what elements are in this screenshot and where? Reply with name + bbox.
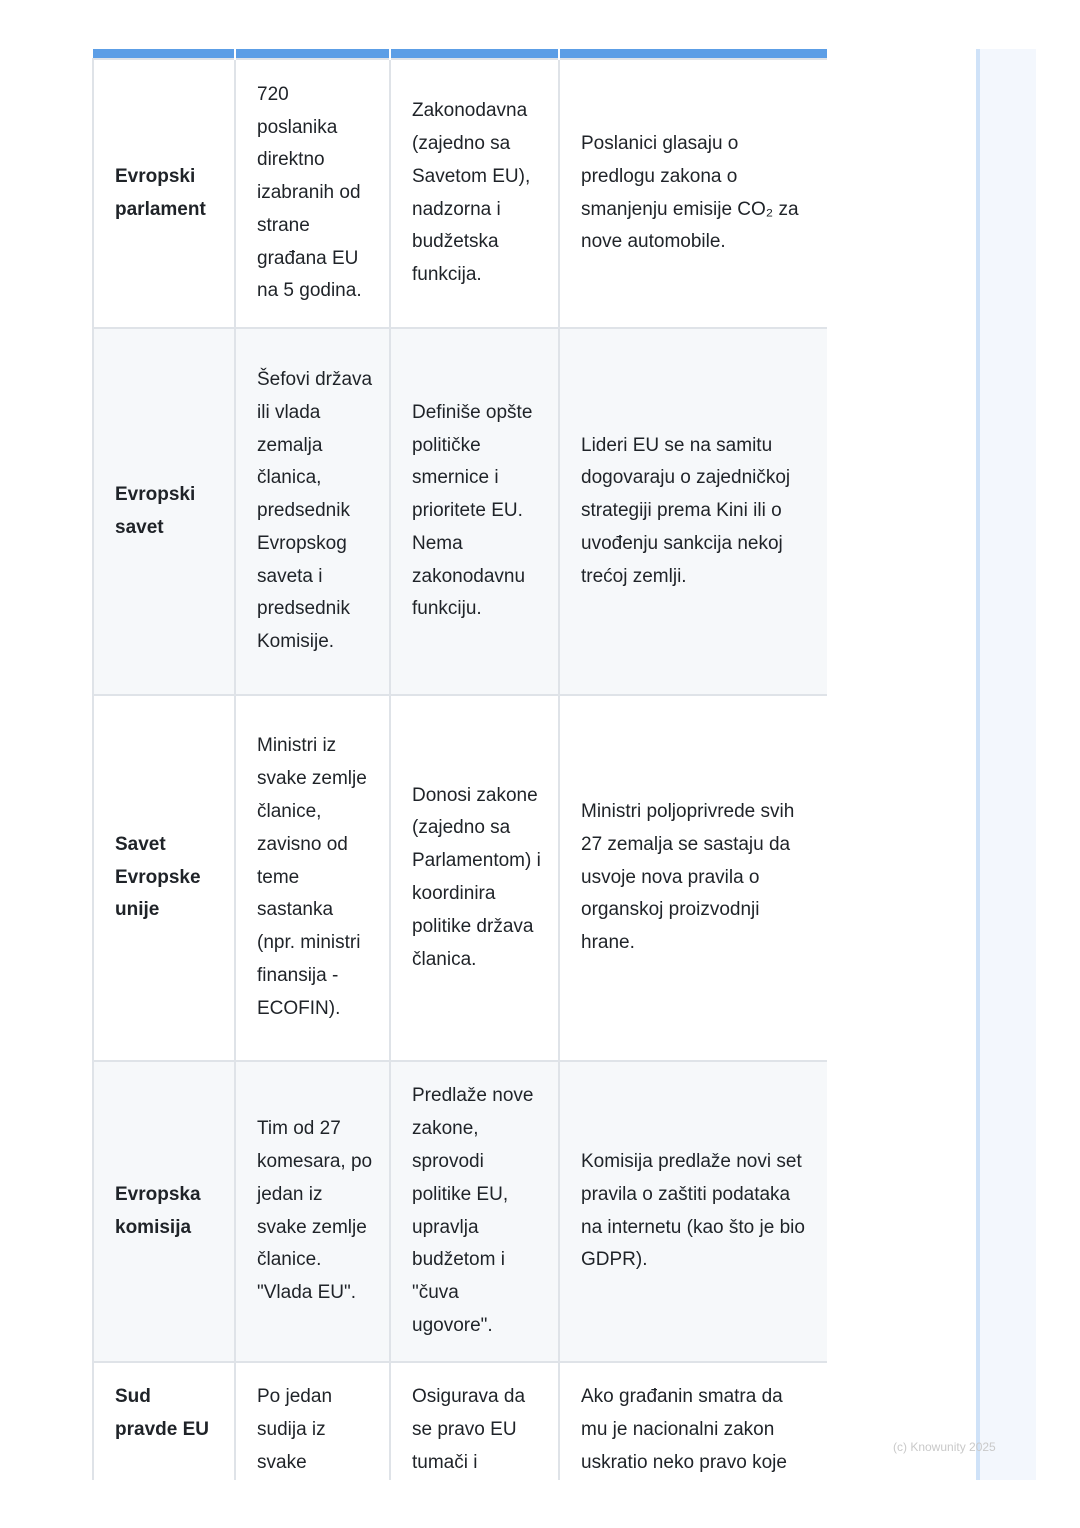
table-row (93, 695, 827, 1061)
example-cell: Komisija predlaže novi set pravila o zaštiti podataka na internetu (kao što je bio GDPR). (559, 1061, 827, 1362)
example-cell: Poslanici glasaju o predlogu zakona o smanjenju emisije CO₂ za nove automobile. (559, 59, 827, 328)
example-cell: Ministri poljoprivrede svih 27 zemalja se sastaju da usvoje nova pravila o organskoj proizvodnji hrane. (559, 695, 827, 1061)
institution-cell: Savet Evropske unije (93, 695, 235, 1061)
eu-institutions-table (92, 49, 827, 1480)
example-cell: Ako građanin smatra da mu je nacionalni zakon uskratio neko pravo koje (559, 1362, 827, 1480)
sidebar-panel (976, 49, 1036, 1480)
composition-cell: Ministri iz svake zemlje članice, zavisno od teme sastanka (npr. ministri finansija - ECOFIN). (235, 695, 390, 1061)
header-bar-cell (559, 49, 827, 59)
institution-cell: Sud pravde EU (93, 1362, 235, 1480)
composition-cell: Tim od 27 komesara, po jedan iz svake zemlje članice. "Vlada EU". (235, 1061, 390, 1362)
header-bar-cell (93, 49, 235, 59)
composition-cell: Po jedan sudija iz svake (235, 1362, 390, 1480)
table-container (92, 49, 827, 1480)
composition-cell: 720 poslanika direktno izabranih od strane građana EU na 5 godina. (235, 59, 390, 328)
header-bar-cell (235, 49, 390, 59)
role-cell: Osigurava da se pravo EU tumači i (390, 1362, 559, 1480)
table-row (93, 1061, 827, 1362)
table-row (93, 1362, 827, 1480)
institution-cell: Evropska komisija (93, 1061, 235, 1362)
example-cell: Lideri EU se na samitu dogovaraju o zajedničkoj strategiji prema Kini ili o uvođenju sankcija nekoj trećoj zemlji. (559, 328, 827, 695)
role-cell: Donosi zakone (zajedno sa Parlamentom) i koordinira politike država članica. (390, 695, 559, 1061)
composition-cell: Šefovi država ili vlada zemalja članica, predsednik Evropskog saveta i predsednik Komisije. (235, 328, 390, 695)
header-bar-cell (390, 49, 559, 59)
watermark: (c) Knowunity 2025 (893, 1440, 996, 1454)
table-row (93, 59, 827, 328)
role-cell: Definiše opšte političke smernice i prioritete EU. Nema zakonodavnu funkciju. (390, 328, 559, 695)
table-header-bar (93, 49, 827, 59)
role-cell: Predlaže nove zakone, sprovodi politike EU, upravlja budžetom i "čuva ugovore". (390, 1061, 559, 1362)
institution-cell: Evropski savet (93, 328, 235, 695)
table-row (93, 328, 827, 695)
institution-cell: Evropski parlament (93, 59, 235, 328)
role-cell: Zakonodavna (zajedno sa Savetom EU), nadzorna i budžetska funkcija. (390, 59, 559, 328)
